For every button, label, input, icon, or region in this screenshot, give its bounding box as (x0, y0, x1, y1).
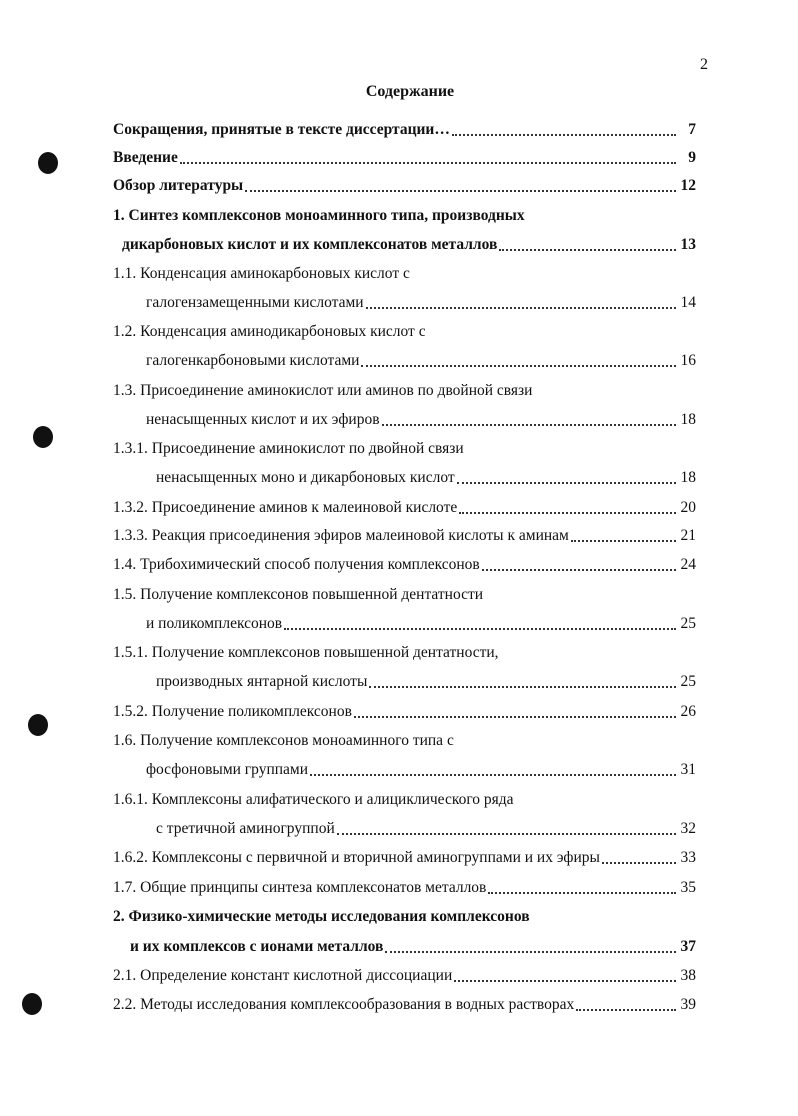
toc-entry (113, 993, 696, 1015)
dot-leader (452, 133, 676, 136)
toc-entry-text: 1.4. Трибохимический способ получения комплексонов (113, 556, 480, 573)
toc-entry-text: производных янтарной кислоты (156, 673, 368, 690)
toc-entry-page: 24 (680, 556, 696, 573)
dot-leader (602, 861, 676, 864)
toc-entry-text: галогензамещенными кислотами (146, 294, 364, 311)
toc-entry (113, 788, 514, 810)
toc-entry (130, 935, 696, 957)
toc-entry-text: 1.5.2. Получение поликомплексонов (113, 703, 352, 720)
toc-entry-page: 31 (680, 761, 696, 778)
dot-leader (180, 161, 676, 164)
toc-entry-text: фосфоновыми группами (146, 761, 309, 778)
toc-entry (113, 204, 525, 226)
toc-entry-text: с третичной аминогруппой (156, 820, 335, 837)
toc-entry (113, 846, 696, 868)
toc-entry-text: 1.3.3. Реакция присоединения эфиров малеиновой кислоты к аминам (113, 527, 569, 544)
toc-entry-page: 33 (680, 849, 696, 866)
toc-entry-page: 20 (680, 499, 696, 516)
toc-entry-text: 1.5.1. Получение комплексонов повышенной дентатности, (113, 644, 499, 661)
toc-entry (113, 553, 696, 575)
toc-entry (146, 758, 696, 780)
toc-entry-text: Сокращения, принятые в тексте диссертации… (113, 121, 450, 138)
dot-leader (457, 481, 676, 484)
toc-entry-text: галогенкарбоновыми кислотами (146, 352, 360, 369)
dot-leader (337, 832, 676, 835)
toc-entry-page: 39 (680, 996, 696, 1013)
dot-leader (382, 423, 676, 426)
toc-entry-page: 14 (680, 294, 696, 311)
toc-entry-page: 21 (680, 527, 696, 544)
toc-entry (113, 964, 696, 986)
toc-entry-text: 1.3. Присоединение аминокислот или аминов по двойной связи (113, 382, 533, 399)
toc-entry-page: 37 (680, 938, 696, 955)
toc-entry-text: 2. Физико-химические методы исследования комплексонов (113, 908, 530, 925)
toc-entry-text: 1.6.2. Комплексоны с первичной и вторичной аминогруппами и их эфиры (113, 849, 600, 866)
toc-entry-page: 25 (680, 673, 696, 690)
toc-entry (113, 118, 696, 140)
dot-leader (576, 1008, 676, 1011)
toc-entry-text: ненасыщенных моно и дикарбоновых кислот (156, 469, 455, 486)
toc-entry (146, 291, 696, 313)
dot-leader (366, 306, 676, 309)
toc-entry (113, 641, 499, 663)
dot-leader (571, 539, 676, 542)
toc-entry (113, 174, 696, 196)
page-title: Содержание (365, 83, 455, 100)
dot-leader (488, 891, 676, 894)
toc-entry (113, 496, 696, 518)
toc-entry-text: Обзор литературы (113, 177, 244, 194)
toc-entry-text: 1.7. Общие принципы синтеза комплексонатов металлов (113, 879, 487, 896)
toc-entry-text: дикарбоновых кислот и их комплексонатов металлов (122, 236, 498, 253)
binder-hole-mark (38, 152, 58, 174)
toc-entry (156, 466, 696, 488)
toc-entry-page: 25 (680, 615, 696, 632)
dot-leader (369, 685, 676, 688)
binder-hole-mark (22, 993, 42, 1015)
dot-leader (482, 568, 676, 571)
toc-entry-page: 18 (680, 411, 696, 428)
toc-entry-page: 13 (680, 236, 696, 253)
toc-entry-text: Введение (113, 149, 178, 166)
toc-entry (113, 437, 464, 459)
toc-entry-text: 1.3.2. Присоединение аминов к малеиновой кислоте (113, 499, 458, 516)
toc-entry-text: 1.1. Конденсация аминокарбоновых кислот с (113, 265, 410, 282)
binder-hole-mark (28, 714, 48, 736)
toc-entry-page: 32 (680, 820, 696, 837)
toc-entry-text: 1.6. Получение комплексонов моноаминного типа с (113, 732, 454, 749)
toc-entry (146, 349, 696, 371)
toc-entry (113, 700, 696, 722)
page-number: 2 (700, 56, 708, 73)
toc-entry (146, 408, 696, 430)
dot-leader (310, 773, 676, 776)
dot-leader (361, 364, 676, 367)
dot-leader (459, 511, 676, 514)
toc-entry-page: 7 (688, 121, 696, 138)
toc-entry (113, 320, 426, 342)
toc-entry-text: 1.3.1. Присоединение аминокислот по двойной связи (113, 440, 464, 457)
toc-entry (113, 729, 454, 751)
toc-entry (113, 876, 696, 898)
toc-entry (146, 612, 696, 634)
toc-entry (113, 262, 410, 284)
toc-entry-text: 1. Синтез комплексонов моноаминного типа, производных (113, 207, 525, 224)
toc-entry-text: и их комплексов с ионами металлов (130, 938, 384, 955)
toc-entry-text: и поликомплексонов (146, 615, 283, 632)
dot-leader (245, 189, 676, 192)
toc-entry (113, 524, 696, 546)
toc-entry-page: 18 (680, 469, 696, 486)
dot-leader (354, 715, 676, 718)
dot-leader (385, 950, 676, 953)
toc-entry (122, 233, 696, 255)
toc-entry-text: 1.6.1. Комплексоны алифатического и алициклического ряда (113, 791, 514, 808)
toc-entry-page: 16 (680, 352, 696, 369)
dot-leader (454, 979, 676, 982)
toc-entry-text: 1.5. Получение комплексонов повышенной дентатности (113, 586, 484, 603)
toc-entry (113, 583, 483, 605)
toc-entry-page: 12 (680, 177, 696, 194)
toc-entry-text: 2.2. Методы исследования комплексообразования в водных растворах (113, 996, 575, 1013)
toc-entry-page: 26 (680, 703, 696, 720)
binder-hole-mark (33, 426, 53, 448)
toc-entry (156, 670, 696, 692)
toc-entry-page: 38 (680, 967, 696, 984)
toc-entry-page: 9 (688, 149, 696, 166)
toc-entry-text: ненасыщенных кислот и их эфиров (146, 411, 380, 428)
toc-entry-text: 1.2. Конденсация аминодикарбоновых кислот с (113, 323, 426, 340)
toc-entry (113, 905, 530, 927)
dot-leader (284, 627, 676, 630)
toc-entry (113, 379, 532, 401)
toc-entry (113, 146, 696, 168)
toc-entry-text: 2.1. Определение констант кислотной диссоциации (113, 967, 453, 984)
dot-leader (499, 248, 676, 251)
toc-entry (156, 817, 696, 839)
toc-entry-page: 35 (680, 879, 696, 896)
